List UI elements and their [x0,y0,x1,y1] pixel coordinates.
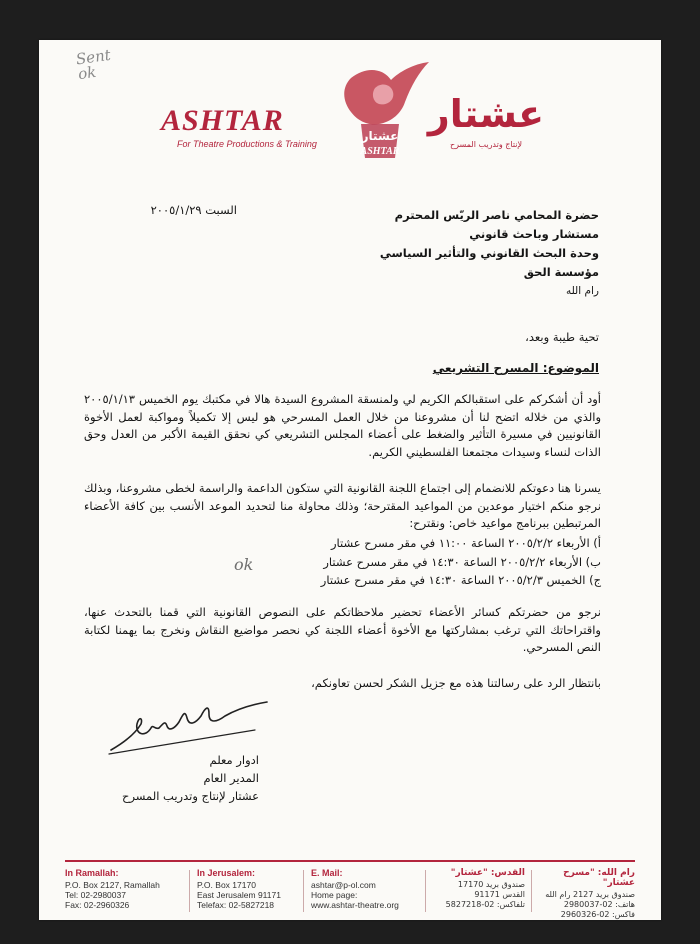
footer-heading: القدس: "عشتار" [450,868,525,878]
footer-ramallah-arabic [537,868,635,920]
footer-ramallah [65,868,160,910]
body-paragraph-2: يسرنا هنا دعوتكم للانضمام إلى اجتماع اللجنة القانونية التي ستكون الداعمة والراسمة لخطى مشروعنا، وبذلك نرجو منكم اختيار موعدين من المواعيد المقترحة؛ وذلك محاولة منا لتحديد الموعد الأنسب بين كافة الأعضاء المرتبطين ببرنامج مواعيد خاص: ونقترح: [84,481,601,530]
brand-tagline-english: For Theatre Productions & Training [177,139,317,149]
footer-email-address[interactable]: ashtar@p-ol.com [311,880,376,890]
footer-line: Telefax: 02-5827218 [197,900,275,910]
footer-heading: In Ramallah: [65,868,119,878]
letter-date: السبت ٢٠٠٥/١/٢٩ [150,203,237,217]
brand-name-arabic: عشتار [427,92,545,136]
footer-line: فاكس: 02-2960326 [560,910,635,919]
recipient-line: رام الله [565,285,599,297]
recipient-line: حضرة المحامي ناصر الريّس المحترم [394,208,599,222]
footer-divider [303,870,304,912]
handwritten-sent-note: Sent ok [74,45,112,84]
signer-name: ادوار معلم [209,753,259,767]
recipient-line: مؤسسة الحق [523,265,599,279]
meeting-options-list [279,534,601,590]
footer-line: صندوق بريد 17170 [457,880,525,889]
signer-title: المدير العام [203,771,259,785]
footer-line: Home page: [311,890,358,900]
footer-heading: E. Mail: [311,868,343,878]
greeting: تحية طيبة وبعد، [525,330,599,344]
brand-tagline-arabic: لإنتاج وتدريب المسرح [449,140,523,149]
footer-line: هاتف: 02-2980037 [563,900,635,909]
recipient-line: مستشار وباحث قانوني [469,227,599,241]
closing-line: بانتظار الرد على رسالتنا هذه مع جزيل الشكر لحسن تعاونكم، [311,676,601,690]
subject-text: الموضوع: المسرح التشريعي [432,361,599,375]
footer-heading: رام الله: "مسرح عشتار" [563,868,635,888]
signature-block [99,751,259,805]
signer-organization: عشتار لإنتاج وتدريب المسرح [122,789,259,803]
logo-text-english: ASHTAR [360,146,400,157]
meeting-option: أ) الأربعاء ٢٠٠٥/٢/٢ الساعة ١١:٠٠ في مقر مسرح عشتار [330,536,601,550]
handwritten-ok-mark: ok [234,555,254,574]
handwritten-signature [105,694,275,758]
footer-line: القدس 91171 [474,890,525,899]
footer-divider [425,870,426,912]
footer-email [311,868,399,910]
footer-heading: In Jerusalem: [197,868,256,878]
logo-text-arabic: عشتار [361,129,399,143]
recipient-address [269,206,599,301]
footer-line: تلفاكس: 02-5827218 [445,900,525,909]
subject-line [289,361,599,375]
body-paragraph-3: نرجو من حضرتكم كسائر الأعضاء تحضير ملاحظاتكم على النصوص القانونية التي قمنا بالتحدث عنها، واقتراحاتك التي ترغب بمشاركتها مع الأخوة أعضاء اللجنة كي نحصر مواضيع النقاش ونخرج بما يهمنا لكتابة النص المسرحي. [84,605,601,654]
footer-website-link[interactable]: www.ashtar-theatre.org [311,900,399,910]
footer-line: P.O. Box 17170 [197,880,256,890]
footer-line: Fax: 02-2960326 [65,900,130,910]
footer-line: صندوق بريد 2127 رام الله [545,890,635,899]
brand-name-english: ASHTAR [161,104,284,137]
footer-jerusalem [197,868,281,910]
meeting-option: ب) الأربعاء ٢٠٠٥/٢/٢ الساعة ١٤:٣٠ في مقر مسرح عشتار [323,554,601,569]
footer-jerusalem-arabic [433,868,525,910]
footer-divider [531,870,532,912]
footer-line: East Jerusalem 91171 [197,890,281,900]
letter-page [39,40,661,920]
letter-footer [65,860,635,919]
footer-divider [189,870,190,912]
meeting-option: ج) الخميس ٢٠٠٥/٢/٣ الساعة ١٤:٣٠ في مقر مسرح عشتار [320,573,601,587]
footer-line: Tel: 02-2980037 [65,890,126,900]
recipient-line: وحدة البحث القانوني والتأثير السياسي [379,246,599,260]
footer-line: P.O. Box 2127, Ramallah [65,880,160,890]
body-paragraph-1: أود أن أشكركم على استقبالكم الكريم لي ولمنسقة المشروع السيدة هالا في مكتبك يوم الخميس ٢٠٠٥/١/١٣ والذي من خلاله اتضح لنا أن مشروعنا من خلال العمل المسرحي هو ليس إلا تكميلاً ومواكبة لعمل الأخوة القانونيين في مسيرة التأثير والضغط على أعضاء المجلس التشريعي كي نحقق القيمة الأكبر من العدل وحق الذات لنساء وسيدات مجتمعنا الفلسطيني الكريم. [84,392,601,459]
